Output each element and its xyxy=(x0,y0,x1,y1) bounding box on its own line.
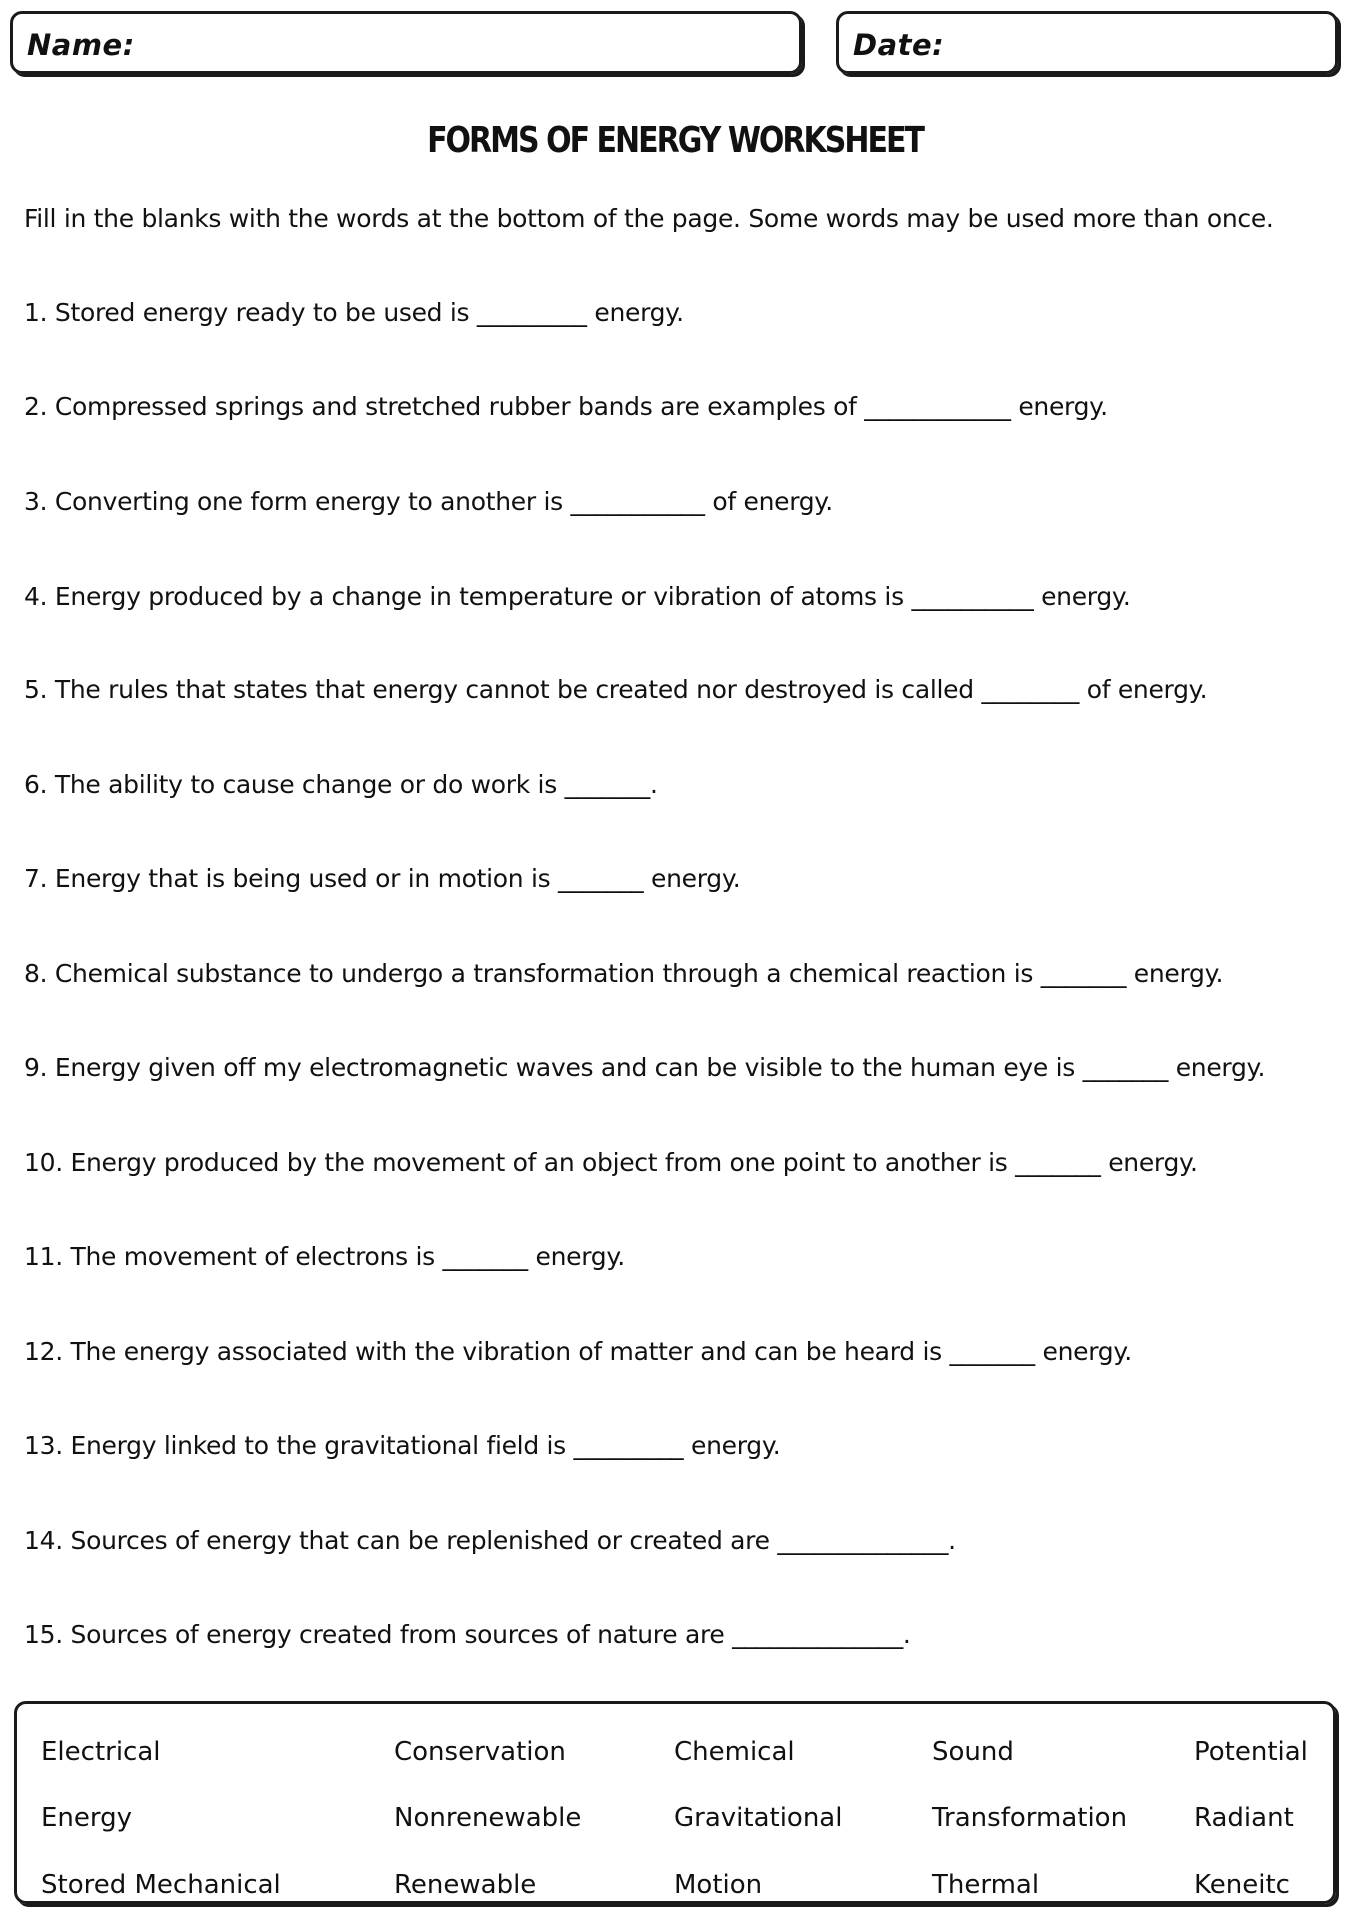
word-bank-item: Potential xyxy=(1194,1737,1308,1767)
word-bank-item: Electrical xyxy=(41,1737,161,1767)
word-bank-item: Nonrenewable xyxy=(394,1803,582,1833)
word-bank-item: Stored Mechanical xyxy=(41,1870,281,1900)
word-bank-item: Sound xyxy=(932,1737,1014,1767)
question-12: 12. The energy associated with the vibration of matter and can be heard is _______ energy. xyxy=(24,1337,1132,1366)
question-10: 10. Energy produced by the movement of an object from one point to another is _______ energy. xyxy=(24,1148,1198,1177)
question-6: 6. The ability to cause change or do work is _______. xyxy=(24,770,658,799)
name-label: Name: xyxy=(27,28,135,62)
question-15: 15. Sources of energy created from sources of nature are ______________. xyxy=(24,1620,911,1649)
question-9: 9. Energy given off my electromagnetic waves and can be visible to the human eye is _______ energy. xyxy=(24,1053,1266,1082)
word-bank xyxy=(14,1701,1336,1904)
question-2: 2. Compressed springs and stretched rubber bands are examples of ____________ energy. xyxy=(24,392,1108,421)
word-bank-item: Energy xyxy=(41,1803,133,1833)
question-4: 4. Energy produced by a change in temperature or vibration of atoms is __________ energy. xyxy=(24,582,1131,611)
question-11: 11. The movement of electrons is _______ energy. xyxy=(24,1242,625,1271)
worksheet-title: FORMS OF ENERGY WORKSHEET xyxy=(427,119,923,162)
question-13: 13. Energy linked to the gravitational field is _________ energy. xyxy=(24,1431,781,1460)
date-label: Date: xyxy=(853,28,945,62)
word-bank-item: Conservation xyxy=(394,1737,566,1767)
question-8: 8. Chemical substance to undergo a transformation through a chemical reaction is _______ energy. xyxy=(24,959,1224,988)
word-bank-item: Renewable xyxy=(394,1870,537,1900)
word-bank-item: Motion xyxy=(674,1870,763,1900)
question-5: 5. The rules that states that energy cannot be created nor destroyed is called ________ of energy. xyxy=(24,675,1208,704)
question-3: 3. Converting one form energy to another is ___________ of energy. xyxy=(24,487,833,516)
question-7: 7. Energy that is being used or in motion is _______ energy. xyxy=(24,864,741,893)
question-1: 1. Stored energy ready to be used is _________ energy. xyxy=(24,298,684,327)
word-bank-item: Gravitational xyxy=(674,1803,843,1833)
question-14: 14. Sources of energy that can be replenished or created are ______________. xyxy=(24,1526,956,1555)
word-bank-item: Chemical xyxy=(674,1737,795,1767)
word-bank-item: Transformation xyxy=(932,1803,1128,1833)
date-field[interactable] xyxy=(836,11,1338,74)
name-field[interactable] xyxy=(10,11,802,74)
word-bank-item: Keneitc xyxy=(1194,1870,1290,1900)
instructions: Fill in the blanks with the words at the bottom of the page. Some words may be used more than once. xyxy=(24,204,1274,233)
word-bank-item: Thermal xyxy=(932,1870,1040,1900)
word-bank-item: Radiant xyxy=(1194,1803,1294,1833)
